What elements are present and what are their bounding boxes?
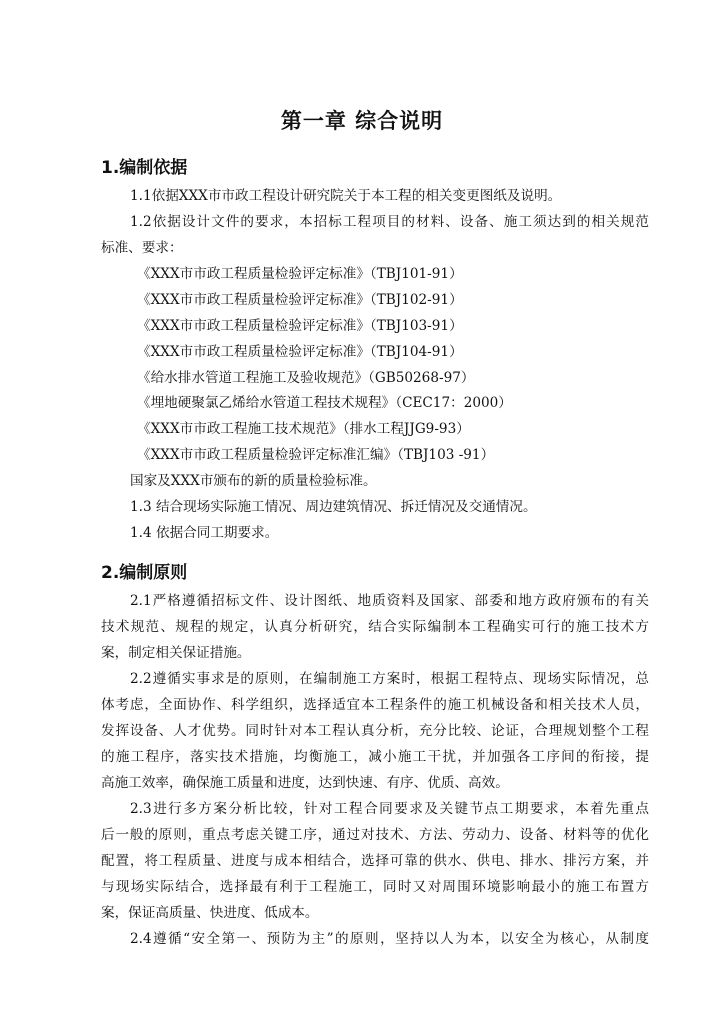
paragraph-line: 发挥设备、人才优势。同时针对本工程认真分析，充分比较、论证，合理规划整个工程 — [101, 723, 649, 739]
paragraph-line: 标准、要求： — [101, 240, 183, 256]
paragraph-line: 1.3 结合现场实际施工情况、周边建筑情况、拆迁情况及交通情况。 — [130, 499, 537, 515]
paragraph-line: 2.4遵循“安全第一、预防为主”的原则，坚持以人为本，以安全为核心，从制度 — [130, 931, 649, 947]
paragraph-line: 案，制定相关保证措施。 — [101, 645, 251, 661]
section-heading-2: 2.编制原则 — [101, 563, 188, 583]
paragraph-line: 1.1依据XXX市市政工程设计研究院关于本工程的相关变更图纸及说明。 — [130, 188, 562, 204]
paragraph-line: 国家及XXX市颁布的新的质量检验标准。 — [130, 473, 377, 489]
paragraph-line: 2.3进行多方案分析比较，针对工程合同要求及关键节点工期要求，本着先重点 — [130, 801, 649, 817]
paragraph-line: 案，保证高质量、快进度、低成本。 — [101, 905, 319, 921]
standard-item: 《XXX市市政工程施工技术规范》（排水工程JJG9-93） — [137, 421, 470, 437]
paragraph-line: 的施工程序，落实技术措施，均衡施工，减小施工干扰，并加强各工序间的衔接，提 — [101, 749, 649, 765]
section-heading-1: 1.编制依据 — [101, 158, 188, 178]
chapter-title: 第一章 综合说明 — [280, 109, 444, 133]
paragraph-line: 2.1严格遵循招标文件、设计图纸、地质资料及国家、部委和地方政府颁布的有关 — [130, 593, 649, 609]
standard-item: 《给水排水管道工程施工及验收规范》（GB50268-97） — [137, 370, 475, 386]
paragraph-line: 配置，将工程质量、进度与成本相结合，选择可靠的供水、供电、排水、排污方案，并 — [101, 853, 649, 869]
standard-item: 《XXX市市政工程质量检验评定标准汇编》（TBJ103 -91） — [137, 447, 495, 463]
standard-item: 《XXX市市政工程质量检验评定标准》（TBJ104-91） — [137, 344, 463, 360]
paragraph-line: 2.2遵循实事求是的原则，在编制施工方案时，根据工程特点、现场实际情况，总 — [130, 671, 649, 687]
paragraph-line: 后一般的原则，重点考虑关键工序，通过对技术、方法、劳动力、设备、材料等的优化 — [101, 827, 649, 843]
standard-item: 《埋地硬聚氯乙烯给水管道工程技术规程》（CEC17：2000） — [137, 395, 512, 411]
standard-item: 《XXX市市政工程质量检验评定标准》（TBJ103-91） — [137, 318, 463, 334]
standard-item: 《XXX市市政工程质量检验评定标准》（TBJ101-91） — [137, 266, 463, 282]
standard-item: 《XXX市市政工程质量检验评定标准》（TBJ102-91） — [137, 292, 463, 308]
paragraph-line: 高施工效率，确保施工质量和进度，达到快速、有序、优质、高效。 — [101, 775, 509, 791]
paragraph-line: 1.2依据设计文件的要求，本招标工程项目的材料、设备、施工须达到的相关规范 — [130, 214, 649, 230]
paragraph-line: 与现场实际结合，选择最有利于工程施工，同时又对周围环境影响最小的施工布置方 — [101, 879, 649, 895]
paragraph-line: 体考虑，全面协作、科学组织，选择适宜本工程条件的施工机械设备和相关技术人员， — [101, 697, 649, 713]
paragraph-line: 1.4 依据合同工期要求。 — [130, 525, 279, 541]
paragraph-line: 技术规范、规程的规定，认真分析研究，结合实际编制本工程确实可行的施工技术方 — [101, 619, 649, 635]
